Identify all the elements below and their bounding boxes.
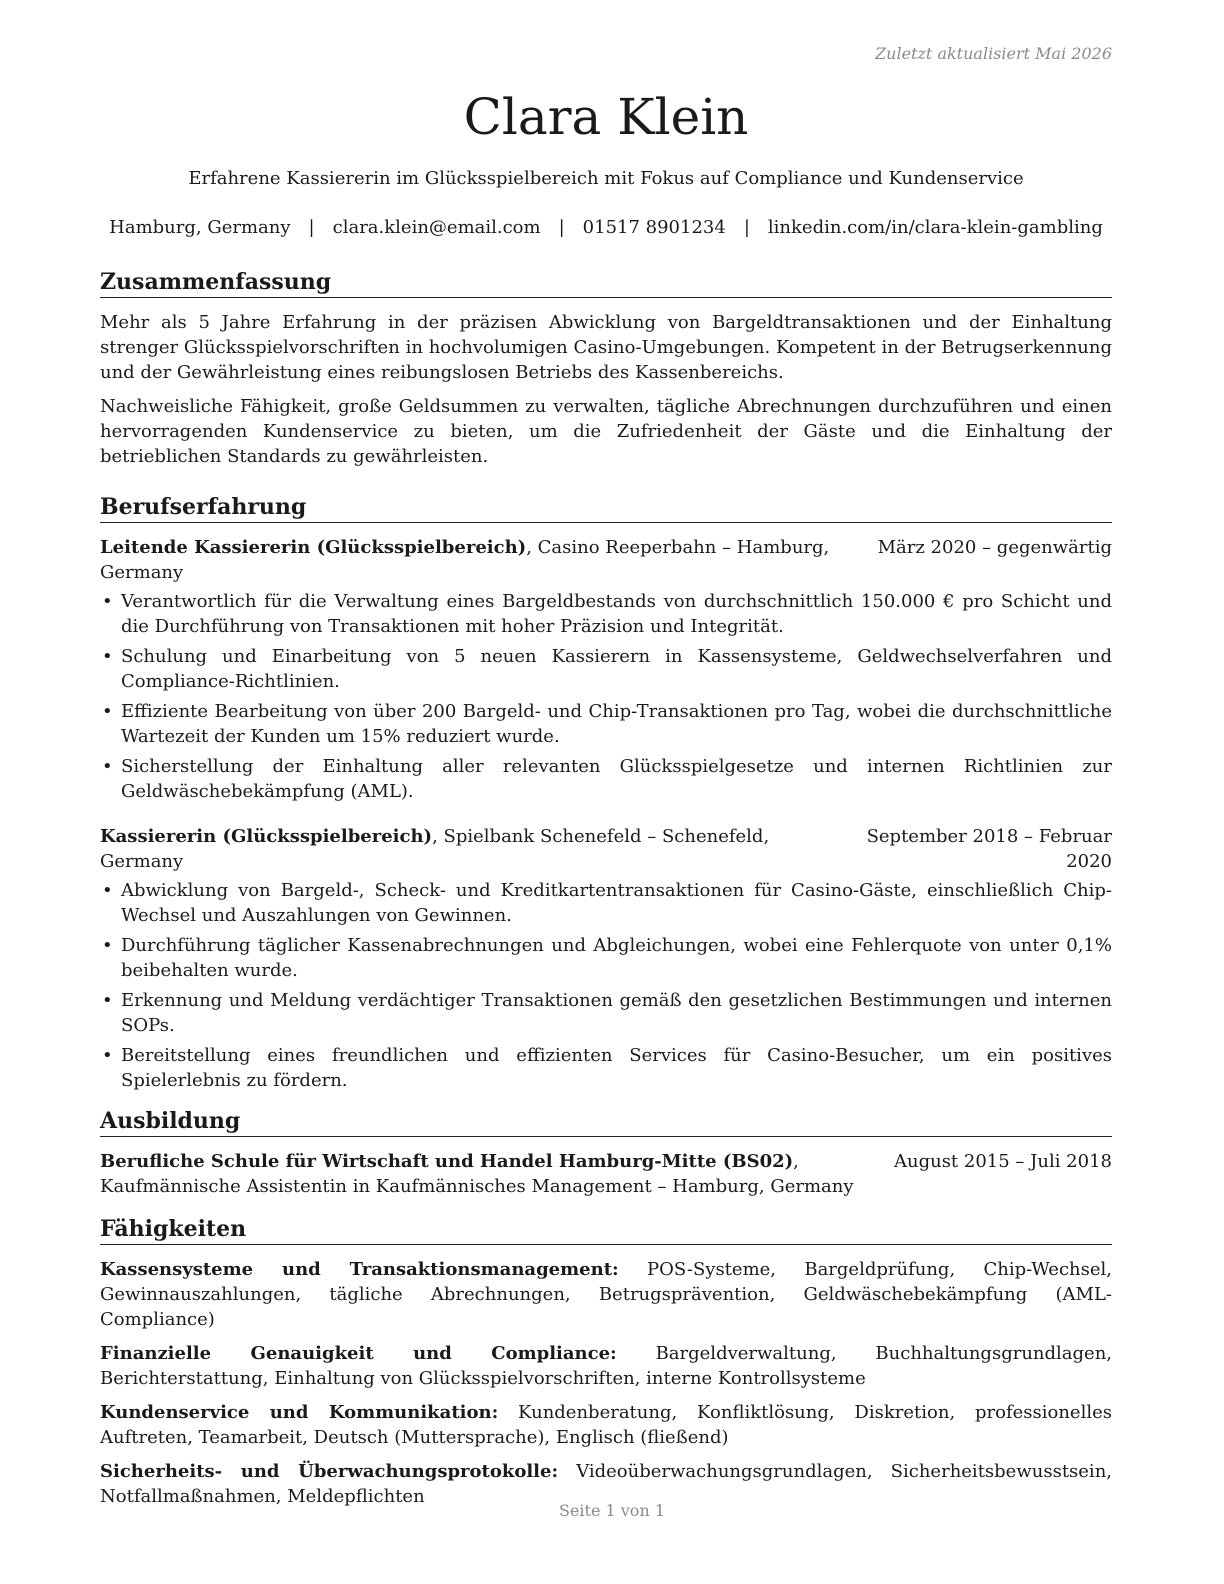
bullet-icon: • <box>102 880 113 901</box>
list-item: • Sicherstellung der Einhaltung aller relevanten Glücksspielgesetze und internen Richtlinien zur Geldwäschebekämpfung (AML). <box>102 756 1112 802</box>
list-item: • Verantwortlich für die Verwaltung eines Bargeldbestands von durchschnittlich 150.000 € pro Schicht und die Durchführung von Transaktionen mit hoher Präzision und Integrität. <box>102 591 1112 637</box>
separator: | <box>743 217 750 238</box>
list-item: • Bereitstellung eines freundlichen und effizienten Services für Casino-Besucher, um ein positives Spielerlebnis zu fördern. <box>102 1045 1112 1091</box>
list-item: • Erkennung und Meldung verdächtiger Transaktionen gemäß den gesetzlichen Bestimmungen und internen SOPs. <box>102 990 1112 1036</box>
list-item: • Schulung und Einarbeitung von 5 neuen Kassierern in Kassensysteme, Geldwechselverfahren und Compliance-Richtlinien. <box>102 646 1112 692</box>
job-title: Kassiererin (Glücksspielbereich) <box>100 826 433 847</box>
education-dates: August 2015 – Juli 2018 <box>893 1151 1112 1172</box>
skill-label: Kassensysteme und Transaktionsmanagement: <box>100 1259 619 1280</box>
skill-row <box>100 1257 1112 1332</box>
skill-label: Finanzielle Genauigkeit und Compliance: <box>100 1343 617 1364</box>
job-bullets <box>100 589 1112 804</box>
contact-location: Hamburg, Germany <box>109 217 291 238</box>
job-bullets <box>100 878 1112 1093</box>
bullet-icon: • <box>102 756 113 777</box>
job-title: Leitende Kassiererin (Glücksspielbereich) <box>100 537 527 558</box>
skill-row <box>100 1341 1112 1391</box>
last-updated: Zuletzt aktualisiert Mai 2026 <box>875 44 1112 63</box>
bullet-icon: • <box>102 646 113 667</box>
separator: | <box>308 217 315 238</box>
degree-detail: , Kaufmännische Assistentin in Kaufmännisches Management – Hamburg, Germany <box>100 1151 854 1197</box>
tagline: Erfahrene Kassiererin im Glücksspielbereich mit Fokus auf Compliance und Kundenservice <box>188 168 1024 189</box>
contact-line <box>100 217 1112 238</box>
bullet-icon: • <box>102 591 113 612</box>
contact-email[interactable]: clara.klein@email.com <box>332 217 541 238</box>
summary-heading: Zusammenfassung <box>100 268 1112 298</box>
skill-text: Bargeldverwaltung, Buchhaltungsgrundlagen, Berichterstattung, Einhaltung von Glücksspielvorschriften, interne Kontrollsysteme <box>100 1343 1113 1389</box>
job-company: , Casino Reeperbahn – Hamburg, Germany <box>100 537 830 583</box>
summary-paragraph: Nachweisliche Fähigkeit, große Geldsummen zu verwalten, tägliche Abrechnungen durchzuführen und einen hervorragenden Kundenservice zu bieten, um die Zufriedenheit der Gäste und die Einhaltung der betrieblichen Standards zu gewährleisten. <box>100 396 1112 467</box>
separator: | <box>558 217 565 238</box>
job-entry <box>100 824 1112 1093</box>
contact-linkedin[interactable]: linkedin.com/in/clara-klein-gambling <box>767 217 1103 238</box>
skill-text: Videoüberwachungsgrundlagen, Sicherheitsbewusstsein, Notfallmaßnahmen, Meldepflichten <box>100 1461 1113 1507</box>
education-heading: Ausbildung <box>100 1107 1112 1137</box>
experience-section <box>100 493 1112 1093</box>
job-dates: September 2018 – Februar 2020 <box>866 826 1112 872</box>
contact-phone: 01517 8901234 <box>582 217 726 238</box>
skill-label: Kundenservice und Kommunikation: <box>100 1402 499 1423</box>
job-entry <box>100 535 1112 804</box>
page-number: Seite 1 von 1 <box>558 1501 666 1520</box>
bullet-icon: • <box>102 990 113 1011</box>
job-dates: März 2020 – gegenwärtig <box>877 537 1112 558</box>
experience-heading: Berufserfahrung <box>100 493 1112 523</box>
summary-section <box>100 268 1112 469</box>
summary-paragraph: Mehr als 5 Jahre Erfahrung in der präzisen Abwicklung von Bargeldtransaktionen und der Einhaltung strenger Glücksspielvorschriften in hochvolumigen Casino-Umgebungen. Kompetent in der Betrugserkennung und der Gewährleistung eines reibungslosen Betriebs des Kassenbereichs. <box>100 312 1112 383</box>
list-item: • Abwicklung von Bargeld-, Scheck- und Kreditkartentransaktionen für Casino-Gäste, einschließlich Chip-Wechsel und Auszahlungen von Gewinnen. <box>102 880 1112 926</box>
bullet-icon: • <box>102 1045 113 1066</box>
skills-heading: Fähigkeiten <box>100 1215 1112 1245</box>
school-name: Berufliche Schule für Wirtschaft und Handel Hamburg-Mitte (BS02) <box>100 1151 794 1172</box>
job-company: , Spielbank Schenefeld – Schenefeld, Germany <box>100 826 770 872</box>
skill-text: POS-Systeme, Bargeldprüfung, Chip-Wechsel, Gewinnauszahlungen, tägliche Abrechnungen, Betrugsprävention, Geldwäschebekämpfung (AML-Compliance) <box>100 1259 1112 1330</box>
bullet-icon: • <box>102 935 113 956</box>
skill-row <box>100 1400 1112 1450</box>
skills-section <box>100 1215 1112 1509</box>
skill-text: Kundenberatung, Konfliktlösung, Diskretion, professionelles Auftreten, Teamarbeit, Deutsch (Muttersprache), Englisch (fließend) <box>100 1402 1112 1448</box>
bullet-icon: • <box>102 701 113 722</box>
list-item: • Durchführung täglicher Kassenabrechnungen und Abgleichungen, wobei eine Fehlerquote von unter 0,1% beibehalten wurde. <box>102 935 1112 981</box>
education-section <box>100 1107 1112 1199</box>
candidate-name: Clara Klein <box>463 88 749 146</box>
list-item: • Effiziente Bearbeitung von über 200 Bargeld- und Chip-Transaktionen pro Tag, wobei die durchschnittliche Wartezeit der Kunden um 15% reduziert wurde. <box>102 701 1112 747</box>
skill-label: Sicherheits- und Überwachungsprotokolle: <box>100 1461 559 1482</box>
